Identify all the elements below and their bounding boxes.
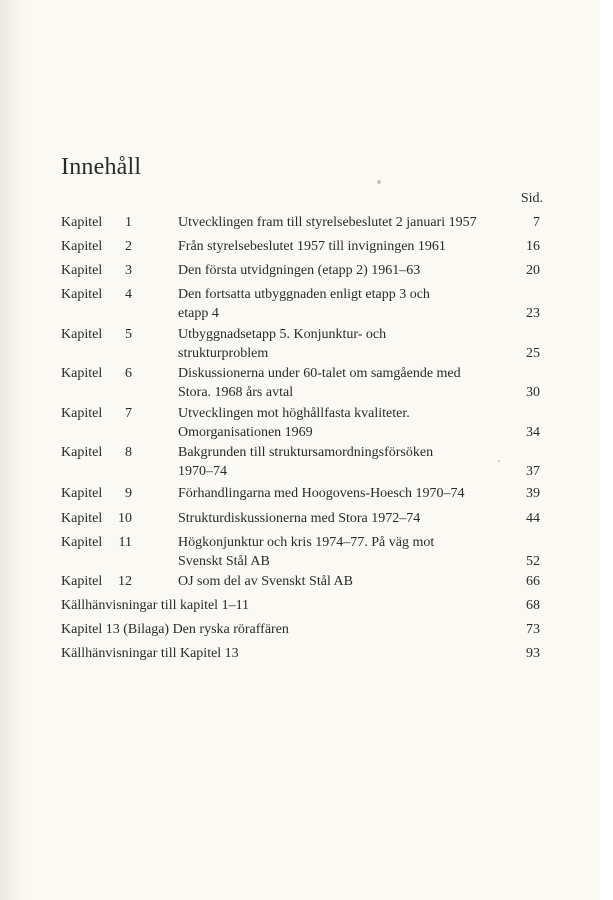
page-number: 16 bbox=[526, 239, 540, 254]
chapter-label: Kapitel bbox=[61, 445, 103, 460]
chapter-label: Kapitel bbox=[61, 406, 103, 421]
page-margin bbox=[600, 0, 613, 900]
chapter-title bbox=[178, 237, 488, 256]
chapter-number: 7 bbox=[125, 406, 132, 421]
page-number: 93 bbox=[526, 646, 540, 661]
appendix-title: Kapitel 13 (Bilaga) Den ryska röraffären bbox=[61, 622, 289, 637]
chapter-title-line: Den första utvidgningen (etapp 2) 1961–63 bbox=[178, 263, 421, 278]
chapter-number: 2 bbox=[125, 239, 132, 254]
chapter-title bbox=[178, 404, 488, 442]
chapter-number: 4 bbox=[125, 287, 132, 302]
chapter-title-line: 1970–74 bbox=[178, 464, 227, 479]
chapter-title-line: Stora. 1968 års avtal bbox=[178, 385, 294, 400]
chapter-number: 1 bbox=[125, 215, 132, 230]
chapter-title bbox=[178, 484, 488, 503]
chapter-title-line: strukturproblem bbox=[178, 346, 269, 361]
chapter-title-line: Strukturdiskussionerna med Stora 1972–74 bbox=[178, 511, 421, 526]
chapter-label: Kapitel bbox=[61, 215, 103, 230]
chapter-title bbox=[178, 572, 488, 591]
chapter-title bbox=[178, 533, 488, 571]
chapter-label: Kapitel bbox=[61, 574, 103, 589]
chapter-label: Kapitel bbox=[61, 366, 103, 381]
appendix-title: Källhänvisningar till kapitel 1–11 bbox=[61, 598, 250, 613]
chapter-number: 10 bbox=[118, 511, 132, 526]
chapter-number: 11 bbox=[118, 535, 132, 550]
chapter-number: 5 bbox=[125, 327, 132, 342]
page-number: 52 bbox=[526, 554, 540, 569]
page-title: Innehåll bbox=[61, 154, 142, 180]
page-column-label: Sid. bbox=[520, 191, 543, 206]
chapter-title bbox=[178, 285, 488, 323]
page-number: 30 bbox=[526, 385, 540, 400]
chapter-title bbox=[178, 325, 488, 363]
page-number: 23 bbox=[526, 306, 540, 321]
page-number: 68 bbox=[526, 598, 540, 613]
chapter-title-line: Utvecklingen mot höghållfasta kvaliteter. bbox=[178, 406, 410, 421]
page-number: 44 bbox=[526, 511, 540, 526]
chapter-title-line: Från styrelsebeslutet 1957 till invigningen 1961 bbox=[178, 239, 446, 254]
chapter-number: 9 bbox=[125, 486, 132, 501]
chapter-title-line: Omorganisationen 1969 bbox=[178, 425, 313, 440]
chapter-title-line: Högkonjunktur och kris 1974–77. På väg mot bbox=[178, 535, 435, 550]
chapter-title-line: Bakgrunden till struktursamordningsförsöken bbox=[178, 445, 434, 460]
chapter-label: Kapitel bbox=[61, 327, 103, 342]
page-shadow bbox=[0, 0, 26, 900]
page-number: 66 bbox=[526, 574, 540, 589]
chapter-title-line: etapp 4 bbox=[178, 306, 219, 321]
chapter-label: Kapitel bbox=[61, 263, 103, 278]
chapter-number: 8 bbox=[125, 445, 132, 460]
paper-speck bbox=[377, 180, 381, 184]
chapter-number: 6 bbox=[125, 366, 132, 381]
page-number: 39 bbox=[526, 486, 540, 501]
chapter-number: 12 bbox=[118, 574, 132, 589]
chapter-title bbox=[178, 509, 488, 528]
chapter-title bbox=[178, 443, 488, 481]
chapter-title bbox=[178, 213, 488, 232]
page-number: 7 bbox=[533, 215, 540, 230]
chapter-title-line: OJ som del av Svenskt Stål AB bbox=[178, 574, 354, 589]
paper-speck bbox=[498, 460, 500, 462]
page-number: 34 bbox=[526, 425, 540, 440]
chapter-label: Kapitel bbox=[61, 239, 103, 254]
chapter-label: Kapitel bbox=[61, 486, 103, 501]
chapter-title-line: Förhandlingarna med Hoogovens-Hoesch 1970–74 bbox=[178, 486, 465, 501]
chapter-title-line: Den fortsatta utbyggnaden enligt etapp 3 och bbox=[178, 287, 430, 302]
page-number: 20 bbox=[526, 263, 540, 278]
chapter-title-line: Svenskt Stål AB bbox=[178, 554, 270, 569]
page-number: 37 bbox=[526, 464, 540, 479]
chapter-label: Kapitel bbox=[61, 287, 103, 302]
appendix-title: Källhänvisningar till Kapitel 13 bbox=[61, 646, 239, 661]
chapter-label: Kapitel bbox=[61, 535, 103, 550]
chapter-title-line: Utbyggnadsetapp 5. Konjunktur- och bbox=[178, 327, 387, 342]
page-number: 73 bbox=[526, 622, 540, 637]
chapter-title bbox=[178, 364, 488, 402]
chapter-title-line: Utvecklingen fram till styrelsebeslutet 2 januari 1957 bbox=[178, 215, 477, 230]
chapter-title bbox=[178, 261, 488, 280]
chapter-label: Kapitel bbox=[61, 511, 103, 526]
chapter-title-line: Diskussionerna under 60-talet om samgående med bbox=[178, 366, 461, 381]
page-number: 25 bbox=[526, 346, 540, 361]
chapter-number: 3 bbox=[125, 263, 132, 278]
